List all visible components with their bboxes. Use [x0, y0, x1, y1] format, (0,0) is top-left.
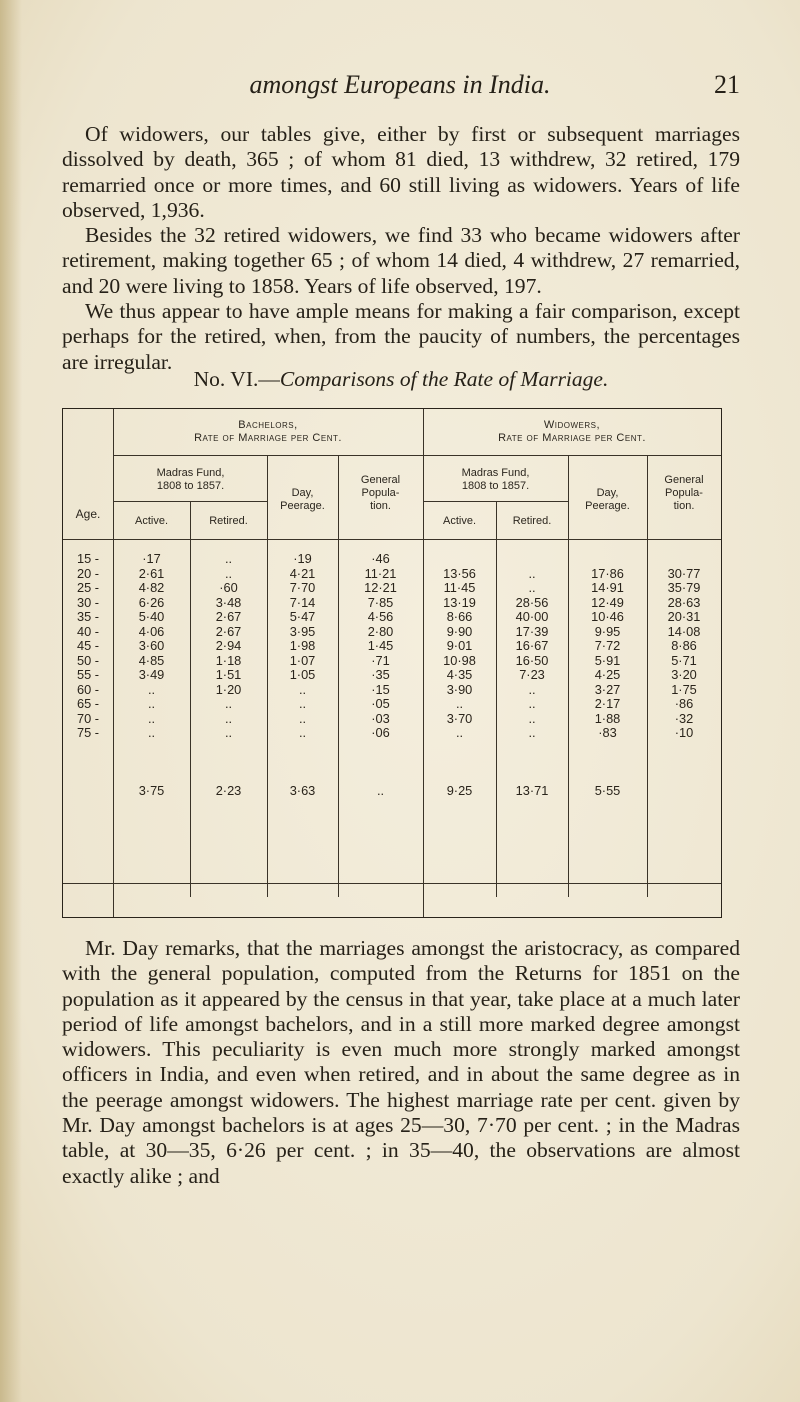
cell-bachelor-active: 6·26 — [138, 595, 165, 610]
cell-bachelor-retired: ·60 — [219, 580, 238, 595]
cell-widower-day: 4·25 — [594, 667, 621, 682]
cell-bachelor-day: .. — [298, 682, 307, 697]
age-cell: 20 - — [76, 566, 100, 581]
total-widower-active: 9·25 — [446, 783, 473, 798]
page-header — [60, 70, 740, 110]
cell-bachelor-general: 7·85 — [367, 595, 394, 610]
total-widower-day: 5·55 — [594, 783, 621, 798]
cell-bachelor-active: .. — [147, 696, 156, 711]
cell-bachelor-active: 4·82 — [138, 580, 165, 595]
cell-widower-general: 20·31 — [667, 609, 701, 624]
cell-widower-active: 3·70 — [446, 711, 473, 726]
cell-bachelor-general: 4·56 — [367, 609, 394, 624]
cell-bachelor-day: .. — [298, 696, 307, 711]
cell-widower-active: 9·01 — [446, 638, 473, 653]
cell-bachelor-retired: 3·48 — [215, 595, 242, 610]
header-bachelors-rate: Rate of Marriage per Cent. — [194, 432, 342, 444]
cell-widower-day: 5·91 — [594, 653, 621, 668]
cell-widower-day: 3·27 — [594, 682, 621, 697]
cell-bachelor-retired: 1·18 — [215, 653, 242, 668]
age-cell: 35 - — [76, 609, 100, 624]
paragraph: We thus appear to have ample means for making a fair comparison, except perhaps for the retired, when, from the paucity of numbers, the percentages are irregular. — [62, 299, 740, 374]
cell-widower-retired: .. — [528, 682, 536, 697]
header-population-suffix: tion. — [370, 500, 391, 512]
cell-bachelor-retired: 2·67 — [215, 624, 242, 639]
table-row — [63, 682, 721, 696]
cell-widower-day: 10·46 — [591, 609, 624, 624]
cell-bachelor-active: 4·85 — [138, 653, 165, 668]
cell-bachelor-general: ·46 — [371, 551, 390, 566]
cell-widower-general: 28·63 — [667, 595, 701, 610]
cell-widower-retired: 16·67 — [515, 638, 549, 653]
cell-bachelor-active: .. — [147, 711, 156, 726]
total-bachelor-active: 3·75 — [138, 783, 165, 798]
cell-bachelor-day: 4·21 — [289, 566, 316, 581]
cell-bachelor-general: ·35 — [371, 667, 390, 682]
cell-widower-general: 8·86 — [671, 638, 697, 653]
cell-bachelor-active: .. — [147, 682, 156, 697]
cell-bachelor-retired: .. — [224, 566, 233, 581]
cell-widower-day: 2·17 — [594, 696, 621, 711]
total-bachelor-retired: 2·23 — [215, 783, 242, 798]
table-title: Comparisons of the Rate of Marriage. — [279, 367, 609, 391]
cell-bachelor-day: .. — [298, 711, 307, 726]
cell-widower-day: 1·88 — [594, 711, 621, 726]
total-widower-retired: 13·71 — [515, 783, 549, 798]
header-day: Day, — [291, 487, 314, 499]
cell-bachelor-general: 12·21 — [364, 580, 397, 595]
header-active: Active. — [134, 515, 168, 527]
cell-widower-active: 9·90 — [446, 624, 473, 639]
page-edge-shadow — [0, 0, 22, 1402]
cell-widower-retired: .. — [528, 566, 536, 581]
cell-bachelor-active: 5·40 — [138, 609, 165, 624]
cell-bachelor-general: ·15 — [371, 682, 390, 697]
header-peerage: Peerage. — [585, 500, 630, 512]
header-active: Active. — [442, 515, 476, 527]
header-general: General — [664, 474, 704, 486]
cell-bachelor-general: 2·80 — [367, 624, 394, 639]
age-cell: 60 - — [76, 682, 100, 697]
table-row — [63, 580, 721, 594]
table-row — [63, 667, 721, 681]
cell-widower-active: .. — [455, 725, 464, 740]
cell-widower-active: 8·66 — [446, 609, 473, 624]
cell-bachelor-active: .. — [147, 725, 156, 740]
cell-bachelor-day: 7·14 — [289, 595, 316, 610]
cell-widower-general: 1·75 — [671, 682, 697, 697]
age-cell: 45 - — [76, 638, 100, 653]
header-retired: Retired. — [512, 515, 552, 527]
table-row — [63, 696, 721, 710]
paragraph: Besides the 32 retired widowers, we find 33 who became widowers after retirement, making together 65 ; of whom 14 died, 4 withdrew, 27 remarried, and 20 were living to 1858. Years of life observed, 197. — [62, 223, 740, 298]
cell-widower-active: 13·56 — [443, 566, 476, 581]
cell-bachelor-retired: 1·20 — [215, 682, 242, 697]
table-row — [63, 566, 721, 580]
header-madras-years: 1808 to 1857. — [156, 480, 225, 492]
cell-widower-day: 12·49 — [591, 595, 624, 610]
cell-widower-retired: 16·50 — [515, 653, 549, 668]
age-cell: 50 - — [76, 653, 100, 668]
header-population: Popula- — [361, 487, 400, 499]
body-text-bottom — [62, 936, 740, 1189]
age-cell: 15 - — [76, 551, 100, 566]
cell-widower-retired: 28·56 — [515, 595, 549, 610]
age-cell: 40 - — [76, 624, 100, 639]
cell-bachelor-day: 1·07 — [289, 653, 316, 668]
table-row — [63, 595, 721, 609]
table-row — [63, 653, 721, 667]
cell-widower-retired: .. — [528, 580, 536, 595]
cell-widower-general: ·32 — [674, 711, 694, 726]
cell-widower-retired: .. — [528, 711, 536, 726]
cell-widower-general: 14·08 — [667, 624, 701, 639]
table-row — [63, 624, 721, 638]
paragraph: Of widowers, our tables give, either by first or subsequent marriages dissolved by death, 365 ; of whom 81 died, 13 withdrew, 32 retired, 179 remarried once or more times, and 60 still living as widowers. Years of life observed, 1,936. — [62, 122, 740, 222]
cell-widower-active: 11·45 — [443, 580, 476, 595]
header-madras-fund: Madras Fund, — [156, 467, 225, 479]
cell-widower-day: ·83 — [598, 725, 617, 740]
header-retired: Retired. — [209, 515, 248, 527]
cell-bachelor-day: ·19 — [293, 551, 312, 566]
cell-bachelor-day: 3·95 — [289, 624, 316, 639]
header-madras-years: 1808 to 1857. — [461, 480, 530, 492]
header-peerage: Peerage. — [280, 500, 325, 512]
cell-bachelor-general: 11·21 — [364, 566, 397, 581]
table-row — [63, 609, 721, 623]
cell-bachelor-day: 7·70 — [289, 580, 316, 595]
cell-widower-day: 14·91 — [591, 580, 624, 595]
cell-bachelor-day: .. — [298, 725, 307, 740]
cell-bachelor-active: 4·06 — [138, 624, 165, 639]
header-widowers-rate: Rate of Marriage per Cent. — [498, 432, 646, 444]
cell-bachelor-active: 3·60 — [138, 638, 165, 653]
table-caption — [62, 367, 740, 392]
cell-widower-day: 7·72 — [594, 638, 621, 653]
cell-bachelor-general: ·06 — [371, 725, 390, 740]
table-row — [63, 711, 721, 725]
cell-bachelor-day: 5·47 — [289, 609, 316, 624]
total-bachelor-day: 3·63 — [289, 783, 316, 798]
cell-widower-active: 3·90 — [446, 682, 473, 697]
table-row — [63, 551, 721, 565]
header-general: General — [360, 474, 401, 486]
total-bachelor-general: .. — [376, 783, 385, 798]
cell-bachelor-retired: 2·94 — [215, 638, 242, 653]
cell-widower-general: ·10 — [674, 725, 694, 740]
cell-bachelor-retired: .. — [224, 551, 233, 566]
cell-widower-general: 30·77 — [667, 566, 701, 581]
cell-widower-general: 3·20 — [671, 667, 697, 682]
age-cell: 25 - — [76, 580, 100, 595]
header-widowers: Widowers, — [543, 419, 601, 431]
cell-widower-active: 4·35 — [446, 667, 473, 682]
totals-row — [63, 783, 721, 797]
table-number: No. VI.— — [193, 367, 280, 391]
header-day: Day, — [596, 487, 619, 499]
header-bachelors: Bachelors, — [238, 419, 298, 431]
page-number: 21 — [714, 70, 740, 99]
body-text-top — [62, 122, 740, 375]
cell-bachelor-retired: .. — [224, 696, 233, 711]
cell-widower-retired: 40·00 — [515, 609, 549, 624]
age-cell: 30 - — [76, 595, 100, 610]
cell-bachelor-active: 3·49 — [138, 667, 165, 682]
cell-widower-active: 10·98 — [443, 653, 476, 668]
cell-bachelor-general: ·05 — [371, 696, 390, 711]
cell-bachelor-general: 1·45 — [367, 638, 394, 653]
cell-bachelor-day: 1·98 — [289, 638, 316, 653]
cell-widower-general: ·86 — [674, 696, 694, 711]
paragraph: Mr. Day remarks, that the marriages amongst the aristocracy, as compared with the general population, computed from the Returns for 1851 on the population as it appeared by the census in that year, take place at a much later period of life amongst bachelors, and in a still more marked degree amongst widowers. This peculiarity is even much more strongly marked amongst officers in India, and even when retired, and in about the same degree as in the peerage amongst widowers. The highest marriage rate per cent. given by Mr. Day amongst bachelors is at ages 25—30, 7·70 per cent. ; in the Madras table, at 30—35, 6·26 per cent. ; in 35—40, the observations are almost exactly alike ; and — [62, 936, 740, 1188]
cell-widower-active: 13·19 — [443, 595, 476, 610]
header-age: Age. — [75, 507, 101, 521]
cell-bachelor-retired: 1·51 — [215, 667, 242, 682]
cell-widower-retired: 17·39 — [515, 624, 549, 639]
table-row — [63, 725, 721, 739]
age-cell: 70 - — [76, 711, 100, 726]
header-population-suffix: tion. — [673, 500, 695, 512]
cell-bachelor-retired: 2·67 — [215, 609, 242, 624]
marriage-rate-table — [62, 408, 722, 918]
running-title: amongst Europeans in India. — [249, 70, 551, 99]
cell-widower-retired: .. — [528, 696, 536, 711]
age-cell: 65 - — [76, 696, 100, 711]
cell-bachelor-retired: .. — [224, 711, 233, 726]
cell-widower-retired: .. — [528, 725, 536, 740]
cell-bachelor-general: ·71 — [371, 653, 390, 668]
age-cell: 55 - — [76, 667, 100, 682]
age-cell: 75 - — [76, 725, 100, 740]
cell-bachelor-active: ·17 — [142, 551, 161, 566]
cell-widower-general: 35·79 — [667, 580, 701, 595]
cell-bachelor-general: ·03 — [371, 711, 390, 726]
cell-widower-general: 5·71 — [671, 653, 697, 668]
header-madras-fund: Madras Fund, — [461, 467, 530, 479]
cell-bachelor-retired: .. — [224, 725, 233, 740]
header-population: Popula- — [665, 487, 703, 499]
cell-bachelor-active: 2·61 — [138, 566, 165, 581]
cell-widower-retired: 7·23 — [519, 667, 545, 682]
cell-widower-active: .. — [455, 696, 464, 711]
table-row — [63, 638, 721, 652]
cell-widower-day: 17·86 — [591, 566, 624, 581]
cell-bachelor-day: 1·05 — [289, 667, 316, 682]
cell-widower-day: 9·95 — [594, 624, 621, 639]
